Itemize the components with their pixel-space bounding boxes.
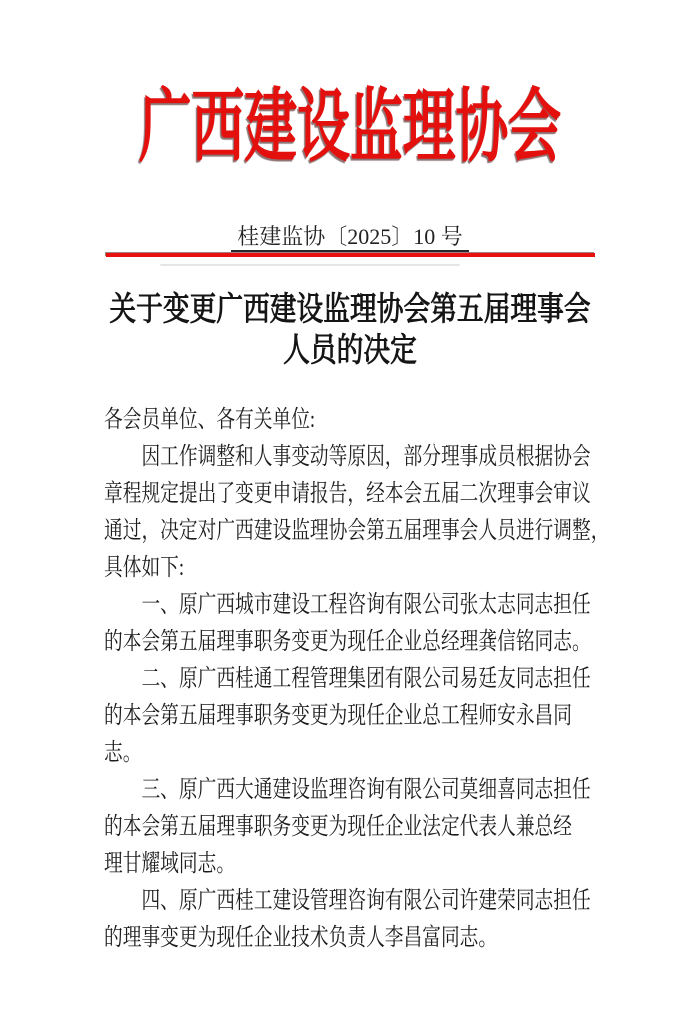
- body-line: 的本会第五届理事职务变更为现任企业总经理龚信铭同志。: [104, 629, 591, 655]
- red-separator-rule: [106, 253, 595, 257]
- doc-number: [0, 224, 700, 250]
- doc-number-text: 桂建监协〔2025〕10 号: [231, 224, 469, 252]
- body-line-item-3: 三、原广西大通建设监理咨询有限公司莫细喜同志担任: [141, 777, 591, 803]
- document-title: [67, 290, 634, 372]
- body-line-item-4: 四、原广西桂工建设管理咨询有限公司许建荣同志担任: [141, 888, 591, 914]
- body-line: 的本会第五届理事职务变更为现任企业总工程师安永昌同: [104, 703, 572, 729]
- scan-artifact-line: [160, 264, 460, 266]
- salutation-line: 各会员单位、各有关单位:: [104, 407, 316, 433]
- body-line: 的理事变更为现任企业技术负责人李昌富同志。: [104, 925, 498, 951]
- document-body: [104, 402, 610, 957]
- org-masthead-title: 广西建设监理协会: [138, 84, 562, 172]
- body-line-item-2: 二、原广西桂通工程管理集团有限公司易廷友同志担任: [141, 666, 591, 692]
- document-title-line-2: 人员的决定: [283, 333, 417, 369]
- body-line: 的本会第五届理事职务变更为现任企业法定代表人兼总经: [104, 814, 572, 840]
- body-line: 志。: [104, 740, 142, 766]
- body-line-item-1: 一、原广西城市建设工程咨询有限公司张太志同志担任: [141, 592, 591, 618]
- body-line: 理甘耀域同志。: [104, 851, 236, 877]
- body-line: 具体如下:: [104, 555, 185, 581]
- body-line: 章程规定提出了变更申请报告，经本会五届二次理事会审议: [104, 481, 591, 507]
- body-line: 因工作调整和人事变动等原因，部分理事成员根据协会: [141, 444, 591, 470]
- document-title-line-1: 关于变更广西建设监理协会第五届理事会: [109, 292, 591, 328]
- body-line: 通过，决定对广西建设监理协会第五届理事会人员进行调整，: [104, 518, 610, 544]
